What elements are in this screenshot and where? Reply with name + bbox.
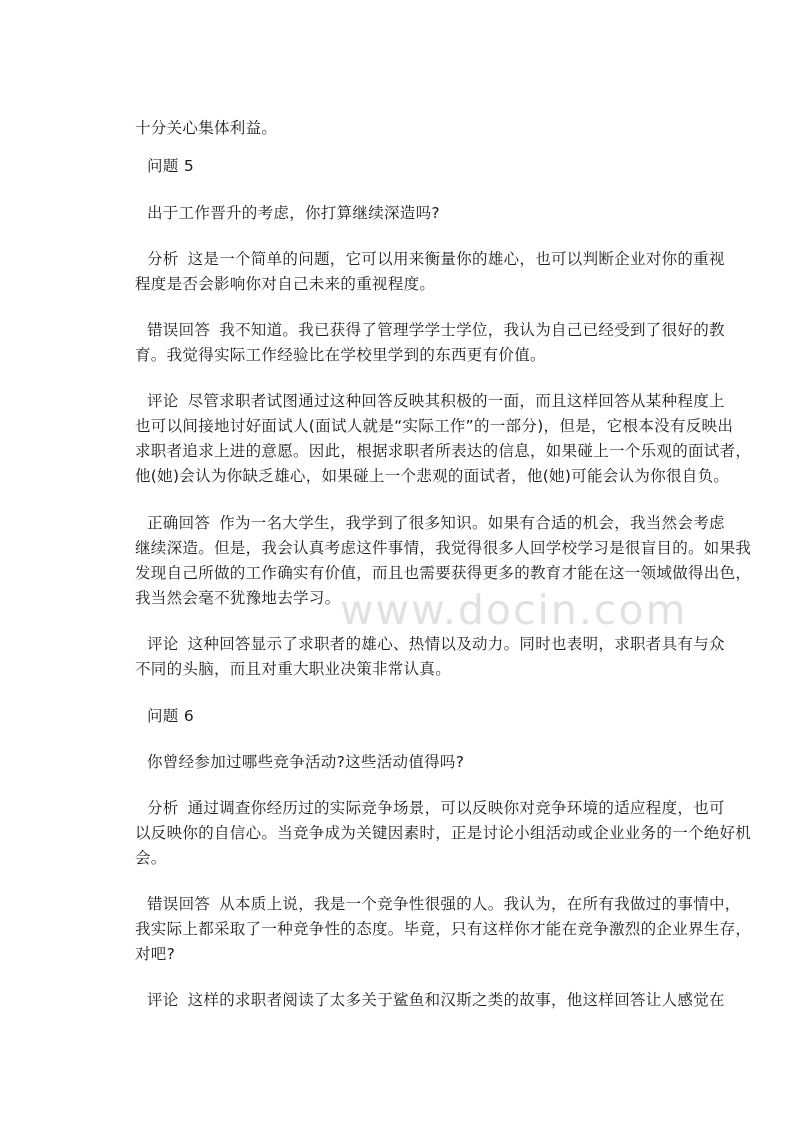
comment-6-text: 这样的求职者阅读了太多关于鲨鱼和汉斯之类的故事，他这样回答让人感觉在 [187, 991, 725, 1009]
watermark: www.docin.com [340, 586, 688, 634]
analysis-6-text: 通过调查你经历过的实际竞争场景，可以反映你对竞争环境的适应程度，也可 [187, 799, 725, 817]
analysis-6-line-1 [147, 797, 725, 819]
comment-5a-line-2: 也可以间接地讨好面试人(面试人就是“实际工作”的一部分)，但是，它根本没有反映出 [135, 417, 734, 435]
analysis-label: 分析 [147, 799, 179, 817]
analysis-5-line-1 [147, 248, 725, 270]
right-answer-5-line-4: 我当然会毫不犹豫地去学习。 [135, 589, 341, 607]
right-answer-5-line-2: 继续深造。但是，我会认真考虑这件事情，我觉得很多人回学校学习是很盲目的。如果我 [135, 539, 752, 557]
comment-label: 评论 [147, 392, 179, 410]
comment-5a-text: 尽管求职者试图通过这种回答反映其积极的一面，而且这样回答从某种程度上 [187, 392, 725, 410]
comment-5b-line-1 [147, 633, 725, 655]
right-answer-5-text: 作为一名大学生，我学到了很多知识。如果有合适的机会，我当然会考虑 [219, 514, 725, 532]
analysis-5-text: 这是一个简单的问题，它可以用来衡量你的雄心，也可以判断企业对你的重视 [187, 250, 725, 268]
question-6-heading: 问题 6 [147, 707, 194, 725]
continuation-line: 十分关心集体利益。 [135, 119, 278, 137]
comment-5b-line-2: 不同的头脑，而且对重大职业决策非常认真。 [135, 660, 452, 678]
wrong-answer-5-text: 我不知道。我已获得了管理学学士学位，我认为自己已经受到了很好的教 [219, 321, 725, 339]
wrong-answer-label: 错误回答 [147, 321, 211, 339]
analysis-label: 分析 [147, 250, 179, 268]
wrong-answer-6-line-2: 我实际上都采取了一种竞争性的态度。毕竟，只有这样你才能在竞争激烈的企业界生存， [135, 920, 752, 938]
right-answer-5-line-1 [147, 512, 725, 534]
right-answer-5-line-3: 发现自己所做的工作确实有价值，而且也需要获得更多的教育才能在这一领域做得出色， [135, 564, 752, 582]
right-answer-label: 正确回答 [147, 514, 211, 532]
question-5-heading: 问题 5 [147, 157, 194, 175]
comment-5a-line-1 [147, 390, 725, 412]
wrong-answer-label: 错误回答 [147, 895, 211, 913]
question-5-text: 出于工作晋升的考虑，你打算继续深造吗? [147, 204, 440, 222]
wrong-answer-6-text: 从本质上说，我是一个竞争性很强的人。我认为，在所有我做过的事情中， [219, 895, 741, 913]
analysis-6-line-3: 会。 [135, 849, 167, 867]
question-6-text: 你曾经参加过哪些竞争活动?这些活动值得吗? [147, 753, 465, 771]
comment-6-line-1 [147, 989, 725, 1011]
comment-label: 评论 [147, 991, 179, 1009]
analysis-5-line-2: 程度是否会影响你对自己未来的重视程度。 [135, 275, 436, 293]
comment-5a-line-3: 求职者追求上进的意愿。因此，根据求职者所表达的信息，如果碰上一个乐观的面试者， [135, 442, 752, 460]
wrong-answer-5-line-1 [147, 319, 725, 341]
wrong-answer-6-line-3: 对吧? [135, 945, 176, 963]
comment-label: 评论 [147, 635, 179, 653]
analysis-6-line-2: 以反映你的自信心。当竞争成为关键因素时，正是讨论小组活动或企业业务的一个绝好机 [135, 824, 752, 842]
wrong-answer-5-line-2: 育。我觉得实际工作经验比在学校里学到的东西更有价值。 [135, 346, 546, 364]
comment-5b-text: 这种回答显示了求职者的雄心、热情以及动力。同时也表明，求职者具有与众 [187, 635, 725, 653]
wrong-answer-6-line-1 [147, 893, 741, 915]
comment-5a-line-4: 他(她)会认为你缺乏雄心，如果碰上一个悲观的面试者，他(她)可能会认为你很自负。 [135, 467, 730, 485]
